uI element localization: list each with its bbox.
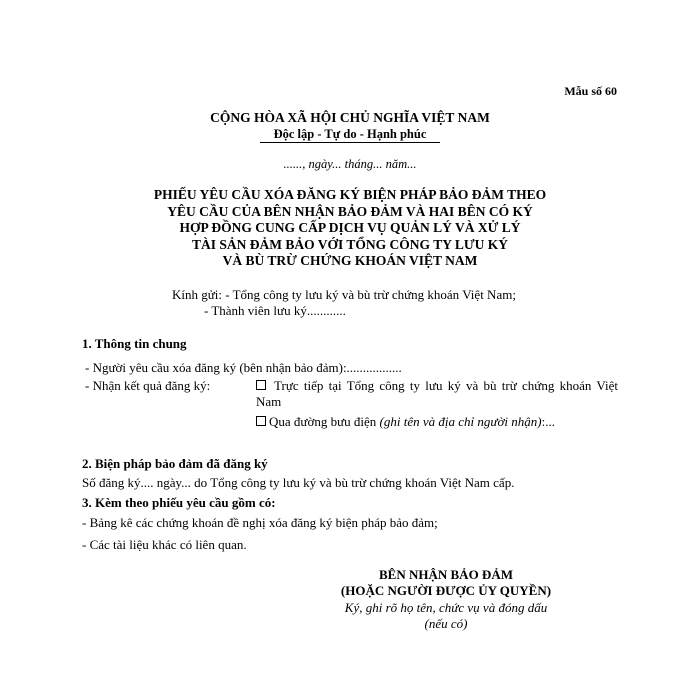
section-2-heading: 2. Biện pháp bảo đảm đã đăng ký xyxy=(82,456,268,471)
national-motto xyxy=(0,127,700,143)
addressee-line-1: Kính gửi: - Tổng công ty lưu ký và bù trừ chứng khoán Việt Nam; xyxy=(172,287,516,302)
attachment-item-2: - Các tài liệu khác có liên quan. xyxy=(82,537,247,552)
section-1-heading: 1. Thông tin chung xyxy=(82,336,187,351)
option-post-prefix: Qua đường bưu điện xyxy=(269,414,380,429)
section-3-heading: 3. Kèm theo phiếu yêu cầu gồm có: xyxy=(82,495,276,510)
checkbox-direct[interactable] xyxy=(256,380,266,390)
option-post-note: (ghi tên và địa chỉ người nhận) xyxy=(379,414,542,429)
document-title xyxy=(0,187,700,270)
option-direct-label: Trực tiếp tại Tổng công ty lưu ký và bù trừ chứng khoán Việt Nam xyxy=(256,378,618,410)
title-line: YÊU CẦU CỦA BÊN NHẬN BẢO ĐẢM VÀ HAI BÊN CÓ KÝ xyxy=(167,203,533,219)
title-line: PHIẾU YÊU CẦU XÓA ĐĂNG KÝ BIỆN PHÁP BẢO ĐẢM THEO xyxy=(153,187,547,202)
title-line: VÀ BÙ TRỪ CHỨNG KHOÁN VIỆT NAM xyxy=(222,253,478,268)
signature-subtitle: (HOẶC NGƯỜI ĐƯỢC ỦY QUYỀN) xyxy=(340,583,552,599)
addressee-line-2: - Thành viên lưu ký............ xyxy=(204,303,346,318)
option-direct xyxy=(256,378,618,411)
attachment-item-1: - Bảng kê các chứng khoán đề nghị xóa đăng ký biện pháp bảo đảm; xyxy=(82,515,438,530)
checkbox-post[interactable] xyxy=(256,416,266,426)
motto-text: Độc lập - Tự do - Hạnh phúc xyxy=(260,127,441,143)
national-title: CỘNG HÒA XÃ HỘI CHỦ NGHĨA VIỆT NAM xyxy=(210,110,490,125)
title-line: TÀI SẢN ĐẢM BẢO VỚI TỔNG CÔNG TY LƯU KÝ xyxy=(192,236,508,252)
signature-note: (nếu có) xyxy=(424,615,468,631)
date-line: ......, ngày... tháng... năm... xyxy=(283,157,417,171)
form-number: Mẫu số 60 xyxy=(564,84,617,98)
option-post-suffix: :... xyxy=(541,414,555,429)
option-post xyxy=(256,414,555,430)
receive-result-label: - Nhận kết quả đăng ký: xyxy=(85,378,211,393)
signature-title: BÊN NHẬN BẢO ĐẢM xyxy=(379,567,513,582)
signature-block xyxy=(300,567,592,632)
registration-line: Số đăng ký.... ngày... do Tổng công ty lưu ký và bù trừ chứng khoán Việt Nam cấp. xyxy=(82,475,515,490)
requester-line: - Người yêu cầu xóa đăng ký (bên nhận bảo đảm):................. xyxy=(85,360,402,375)
signature-instruction: Ký, ghi rõ họ tên, chức vụ và đóng dấu xyxy=(344,599,548,615)
title-line: HỢP ĐỒNG CUNG CẤP DỊCH VỤ QUẢN LÝ VÀ XỬ LÝ xyxy=(179,220,521,235)
